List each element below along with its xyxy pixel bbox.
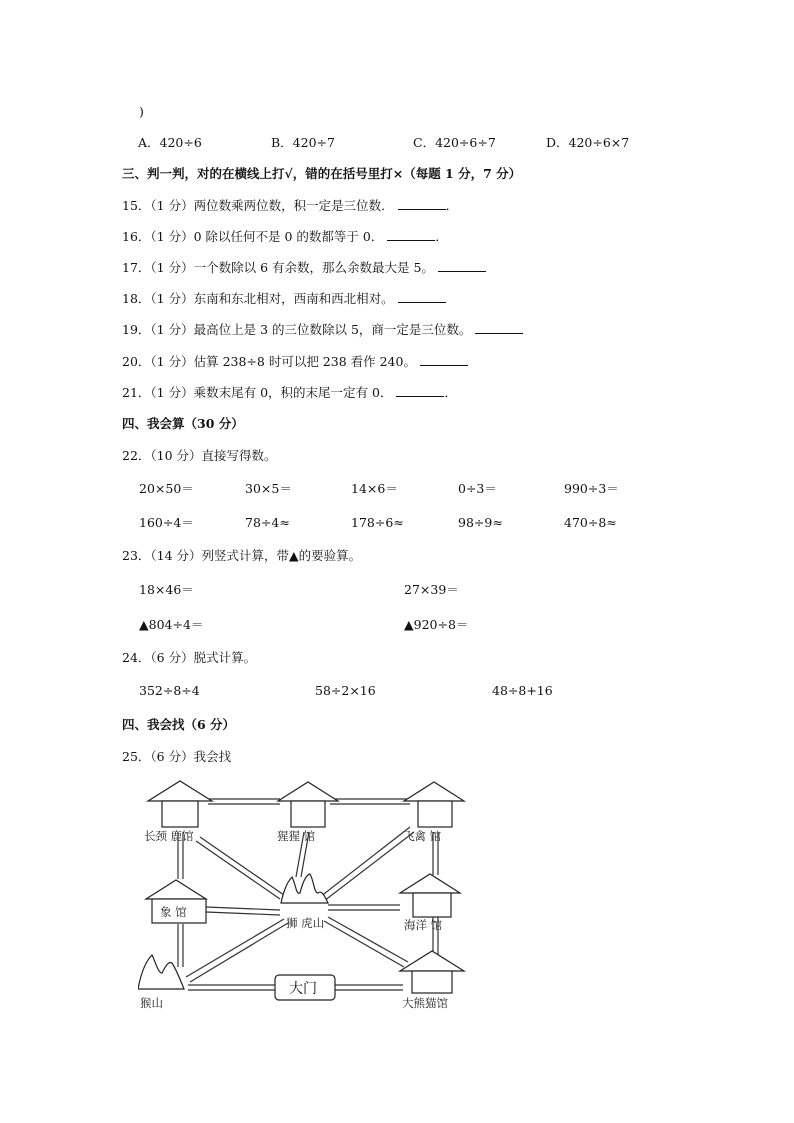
q22-cell: 30×5＝ xyxy=(245,481,292,496)
label-ape: 猩猩 馆 xyxy=(277,829,316,843)
judge-item-19 xyxy=(122,322,523,338)
q22-cell: 990÷3＝ xyxy=(564,481,619,496)
q14-option-b: B．420÷7 xyxy=(271,135,335,150)
path-monkey-lion xyxy=(186,919,288,982)
judge-item-15 xyxy=(122,198,458,214)
answer-blank[interactable] xyxy=(438,260,486,272)
bird-house xyxy=(404,782,464,827)
q23-cell: ▲920÷8＝ xyxy=(404,617,469,632)
q14-option-c: C．420÷6÷7 xyxy=(413,135,496,150)
section3-title: 三、判一判，对的在横线上打√，错的在括号里打×（每题 1 分，7 分） xyxy=(122,166,522,181)
label-panda: 大熊猫馆 xyxy=(402,996,448,1010)
question-number: 15．（1 分） xyxy=(122,198,194,213)
judge-item-16 xyxy=(122,229,448,245)
q22-cell: 78÷4≈ xyxy=(245,515,290,530)
question-number: 18．（1 分） xyxy=(122,291,194,306)
judge-item-17 xyxy=(122,260,486,276)
question-text: 最高位上是 3 的三位数除以 5，商一定是三位数。 xyxy=(193,322,472,337)
ape-house xyxy=(278,782,338,827)
ocean-house xyxy=(400,874,460,917)
label-monkey: 猴山 xyxy=(140,996,163,1010)
question-text: 两位数乘两位数，积一定是三位数． xyxy=(193,198,394,213)
judge-item-20 xyxy=(122,354,468,370)
path-deer-lion xyxy=(196,837,284,899)
judge-item-21 xyxy=(122,385,457,401)
q22-cell: 14×6＝ xyxy=(351,481,398,496)
answer-blank[interactable] xyxy=(398,291,446,303)
answer-blank[interactable] xyxy=(420,354,468,366)
q22-cell: 98÷9≈ xyxy=(458,515,503,530)
section4a-title: 四、我会算（30 分） xyxy=(122,416,244,431)
label-deer: 长颈 鹿馆 xyxy=(144,829,194,843)
zoo-map xyxy=(138,777,468,1017)
q23-title: 23．（14 分）列竖式计算，带▲的要验算。 xyxy=(122,548,362,563)
question-text: 东南和东北相对，西南和西北相对。 xyxy=(193,291,394,306)
question-number: 20．（1 分） xyxy=(122,354,194,369)
answer-blank[interactable] xyxy=(398,198,446,210)
label-bird: 飞禽 馆 xyxy=(403,829,442,843)
judge-item-18 xyxy=(122,291,446,307)
question-text: 乘数末尾有 0，积的末尾一定有 0． xyxy=(193,385,393,400)
q24-title: 24．（6 分）脱式计算。 xyxy=(122,650,257,665)
q22-cell: 470÷8≈ xyxy=(564,515,617,530)
q24-item: 48÷8+16 xyxy=(492,683,553,698)
question-end: ． xyxy=(435,229,448,244)
question-end: ． xyxy=(444,385,457,400)
monkey-hill-mountain xyxy=(138,955,184,989)
path-elephant-lion xyxy=(206,907,280,915)
question-text: 一个数除以 6 有余数，那么余数最大是 5。 xyxy=(193,260,434,275)
q23-cell: 27×39＝ xyxy=(404,582,459,597)
answer-blank[interactable] xyxy=(475,322,523,334)
question-number: 19．（1 分） xyxy=(122,322,194,337)
label-gate: 大门 xyxy=(289,981,317,997)
q25-title: 25．（6 分）我会找 xyxy=(122,749,232,764)
answer-blank[interactable] xyxy=(387,229,435,241)
question-text: 估算 238÷8 时可以把 238 看作 240。 xyxy=(193,354,416,369)
q24-item: 58÷2×16 xyxy=(315,683,376,698)
label-elephant: 象 馆 xyxy=(160,905,187,919)
question-number: 17．（1 分） xyxy=(122,260,194,275)
q22-cell: 160÷4＝ xyxy=(139,515,194,530)
q22-cell: 20×50＝ xyxy=(139,481,194,496)
label-lion: 狮 虎山 xyxy=(286,916,325,930)
lion-hill-mountain xyxy=(281,874,328,903)
q23-cell: ▲804÷4＝ xyxy=(139,617,204,632)
section4b-title: 四、我会找（6 分） xyxy=(122,717,236,732)
q22-cell: 178÷6≈ xyxy=(351,515,404,530)
q22-title: 22．（10 分）直接写得数。 xyxy=(122,448,277,463)
question-number: 16．（1 分） xyxy=(122,229,194,244)
q14-tail: ) xyxy=(139,104,144,119)
question-end: ． xyxy=(445,198,459,213)
q22-cell: 0÷3＝ xyxy=(458,481,497,496)
path-bird-lion xyxy=(320,827,414,901)
q14-option-d: D．420÷6×7 xyxy=(546,135,630,150)
question-text: 0 除以任何不是 0 的数都等于 0． xyxy=(193,229,384,244)
panda-house xyxy=(400,951,464,993)
path-ocean-lion xyxy=(328,905,400,910)
q24-item: 352÷8÷4 xyxy=(139,683,200,698)
q14-option-a: A．420÷6 xyxy=(138,135,202,150)
label-ocean: 海洋 馆 xyxy=(404,918,443,932)
path-panda-lion xyxy=(324,917,408,967)
question-number: 21．（1 分） xyxy=(122,385,194,400)
answer-blank[interactable] xyxy=(396,385,444,397)
deer-house xyxy=(148,781,212,827)
q23-cell: 18×46＝ xyxy=(139,582,194,597)
